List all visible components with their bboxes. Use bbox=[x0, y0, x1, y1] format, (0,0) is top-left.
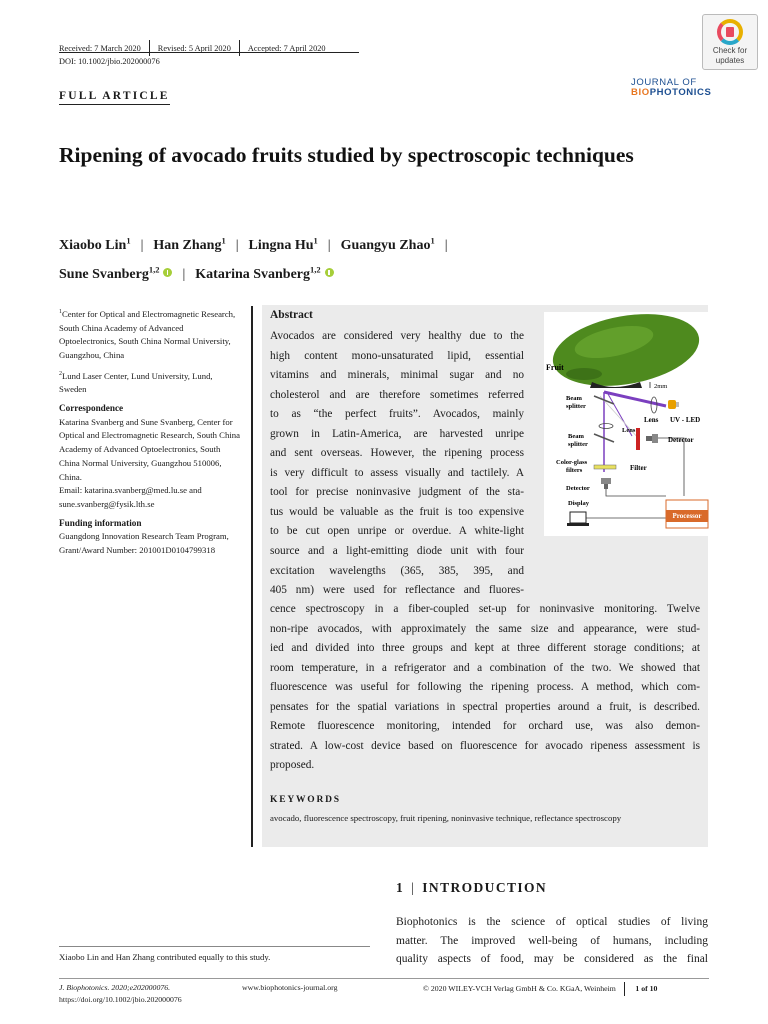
author[interactable]: Xiaobo Lin$^1$ bbox=[59, 235, 131, 253]
affiliation: $^1$Center for Optical and Electromagnetic Research, South China Academy of Advanced Optoelectronics, South China Normal University, Guangzhou, China bbox=[59, 308, 236, 360]
abstract-rule bbox=[251, 306, 253, 847]
journal-logo-line2: BIOPHOTONICS bbox=[631, 87, 712, 98]
graphical-abstract-figure bbox=[544, 312, 710, 536]
author[interactable]: Katarina Svanberg$^{1,2}$ bbox=[195, 264, 321, 283]
correspondence-text: Katarina Svanberg and Sune Svanberg, Center for Optical and Electromagnetic Research, South China Academy of Advanced Optoelectronics, South China Normal University, Guangzhou 510006, China. Email: katarina.svanberg@med.lu.se and sune.svanberg@fysik.lth.se bbox=[59, 416, 240, 509]
text-line: fluorescence was useful for following the ripening process. A method, which com- bbox=[270, 681, 700, 694]
text-line: to be cut open unripe or overdue. A white-light bbox=[270, 525, 524, 538]
funding-heading: Funding information bbox=[59, 517, 142, 528]
svg-text:Color-glass: Color-glass bbox=[556, 459, 588, 466]
text-line: and sent overseas. However, the ripening process bbox=[270, 447, 524, 460]
filter-icon bbox=[636, 428, 640, 450]
divider bbox=[149, 40, 150, 56]
text-line: 405 nm) were used for reflectance and fluores- bbox=[270, 584, 524, 597]
svg-text:Lens: Lens bbox=[644, 416, 659, 424]
processor-label: Processor bbox=[672, 512, 702, 520]
author[interactable]: Han Zhang$^1$ bbox=[153, 235, 226, 253]
text-line: room temperature, in a refrigerator and a combination of the two. We showed that bbox=[270, 661, 700, 674]
orcid-icon[interactable] bbox=[163, 268, 172, 277]
revised-date: Revised: 5 April 2020 bbox=[157, 43, 231, 53]
author[interactable]: Lingna Hu$^1$ bbox=[248, 235, 318, 253]
svg-text:Detector: Detector bbox=[566, 485, 590, 492]
svg-text:Beam: Beam bbox=[566, 395, 582, 402]
check-updates-icon bbox=[717, 19, 743, 45]
check-updates-label-1: Check for bbox=[712, 46, 748, 55]
footnote: Xiaobo Lin and Han Zhang contributed equally to this study. bbox=[59, 952, 271, 962]
lens-icon bbox=[599, 424, 613, 429]
check-for-updates-button[interactable] bbox=[702, 14, 758, 70]
footer-doi-link[interactable]: https://doi.org/10.1002/jbio.202000076 bbox=[59, 995, 182, 1004]
svg-text:Lens: Lens bbox=[622, 427, 636, 434]
text-line: tus would be valuable as the fruit is too expensive bbox=[270, 505, 524, 518]
text-line: Avocados are considered very healthy due to the bbox=[270, 330, 524, 342]
orcid-icon[interactable] bbox=[325, 268, 334, 277]
text-line: pensates for the spatial variations in spectral properties around a fruit, is described. bbox=[270, 700, 700, 713]
article-info-column bbox=[59, 306, 242, 563]
received-date: Received: 7 March 2020 bbox=[59, 43, 141, 53]
affiliation: $^2$Lund Laser Center, Lund University, Lund, Sweden bbox=[59, 370, 213, 395]
page-number: 1 of 10 bbox=[635, 984, 658, 993]
author[interactable]: Sune Svanberg$^{1,2}$ bbox=[59, 264, 160, 283]
svg-text:Display: Display bbox=[568, 500, 589, 507]
footer-copyright: © 2020 WILEY-VCH Verlag GmbH & Co. KGaA, Weinheim 1 of 10 bbox=[423, 982, 657, 996]
svg-text:splitter: splitter bbox=[568, 441, 588, 448]
svg-text:Filter: Filter bbox=[630, 464, 647, 472]
text-line: ied and divided into three groups and kept at three different storage conditions; at bbox=[270, 642, 700, 655]
journal-logo-line1: JOURNAL OF bbox=[631, 77, 697, 88]
article-title: Ripening of avocado fruits studied by spectroscopic techniques bbox=[59, 143, 634, 167]
text-line: cence spectroscopy in a fiber-coupled set-up for noninvasive monitoring. Twelve bbox=[270, 603, 700, 615]
doi: DOI: 10.1002/jbio.202000076 bbox=[59, 57, 160, 66]
check-updates-label-2: updates bbox=[715, 56, 745, 65]
text-line: quality aspects of food, may be considered as the final bbox=[396, 953, 708, 965]
keywords-text: avocado, fluorescence spectroscopy, fruit ripening, noninvasive technique, reflectance spectroscopy bbox=[270, 813, 622, 823]
abstract-heading: Abstract bbox=[270, 309, 313, 321]
funding-text: Guangdong Innovation Research Team Program, Grant/Award Number: 201001D0104799318 bbox=[59, 531, 229, 556]
text-line: matter. The improved well-being of humans, including bbox=[396, 934, 708, 947]
svg-text:splitter: splitter bbox=[566, 403, 586, 410]
journal-logo bbox=[631, 78, 711, 98]
correspondence-heading: Correspondence bbox=[59, 403, 124, 413]
text-line: strated. A low-cost device based on fluorescence for avocado ripeness assessment is bbox=[270, 739, 700, 752]
text-line: source and a light-emitting diode unit with four bbox=[270, 545, 524, 558]
header-rule bbox=[59, 52, 359, 53]
svg-text:UV - LED: UV - LED bbox=[670, 416, 701, 424]
section-heading-introduction: 1 | INTRODUCTION bbox=[396, 880, 548, 895]
text-line: high content mono-unsaturated lipid, essential bbox=[270, 349, 524, 362]
publication-dates bbox=[59, 40, 326, 56]
gap-label: 2mm bbox=[654, 383, 668, 390]
text-line: to as “the perfect fruits”. Avocados, mainly bbox=[270, 408, 524, 421]
abstract-text-bottom bbox=[270, 600, 700, 776]
author-list: Xiaobo Lin$^1$ | Han Zhang$^1$ | Lingna Hu$^1$ | Guangyu Zhao$^1$ | Sune Svanberg$^{1,2}$ | Katarina Svanberg$^{1,2}$ bbox=[59, 235, 448, 283]
footnote-rule bbox=[59, 946, 370, 947]
accepted-date: Accepted: 7 April 2020 bbox=[247, 43, 326, 53]
correspondence-email[interactable]: Email: katarina.svanberg@med.lu.se and sune.svanberg@fysik.lth.se bbox=[59, 485, 202, 509]
text-line: vitamins and minerals, minimal sugar and no bbox=[270, 369, 524, 382]
footer-citation: J. Biophotonics. 2020;e202000076. https://doi.org/10.1002/jbio.202000076 bbox=[59, 983, 182, 1004]
text-line: tool for precise noninvasive judgment of the sta- bbox=[270, 486, 524, 499]
text-line: Remote fluorescence monitoring, intended for orchard use, was also demon- bbox=[270, 720, 700, 733]
text-line: non-ripe avocados, with approximately the same size and appearance, were stud- bbox=[270, 622, 700, 635]
author[interactable]: Guangyu Zhao$^1$ bbox=[340, 235, 435, 253]
detector-icon bbox=[601, 478, 611, 484]
text-line: grown in Latin-America, are harvested unripe bbox=[270, 427, 524, 440]
avocado-image bbox=[547, 312, 705, 396]
text-line: excitation wavelengths (365, 385, 395, and bbox=[270, 564, 524, 577]
footer-website-link[interactable]: www.biophotonics-journal.org bbox=[242, 983, 338, 992]
display-icon bbox=[570, 512, 586, 523]
uv-led-icon bbox=[668, 400, 676, 409]
fruit-label: Fruit bbox=[546, 363, 564, 372]
article-type: FULL ARTICLE bbox=[59, 90, 170, 105]
text-line: is very difficult to assess visually and tactilely. A bbox=[270, 466, 524, 479]
text-line: cholesterol and are therefore sometimes referred bbox=[270, 388, 524, 401]
text-line: Biophotonics is the science of optical studies of living bbox=[396, 916, 708, 928]
svg-text:Beam: Beam bbox=[568, 433, 584, 440]
introduction-text bbox=[396, 913, 708, 969]
detector-icon bbox=[652, 434, 658, 443]
svg-text:Detector: Detector bbox=[668, 436, 694, 444]
divider bbox=[239, 40, 240, 56]
keywords-heading: KEYWORDS bbox=[270, 795, 341, 805]
abstract-text-top bbox=[270, 327, 524, 601]
svg-text:filters: filters bbox=[566, 467, 583, 474]
text-line: proposed. bbox=[270, 759, 315, 772]
footer-rule bbox=[59, 978, 709, 979]
